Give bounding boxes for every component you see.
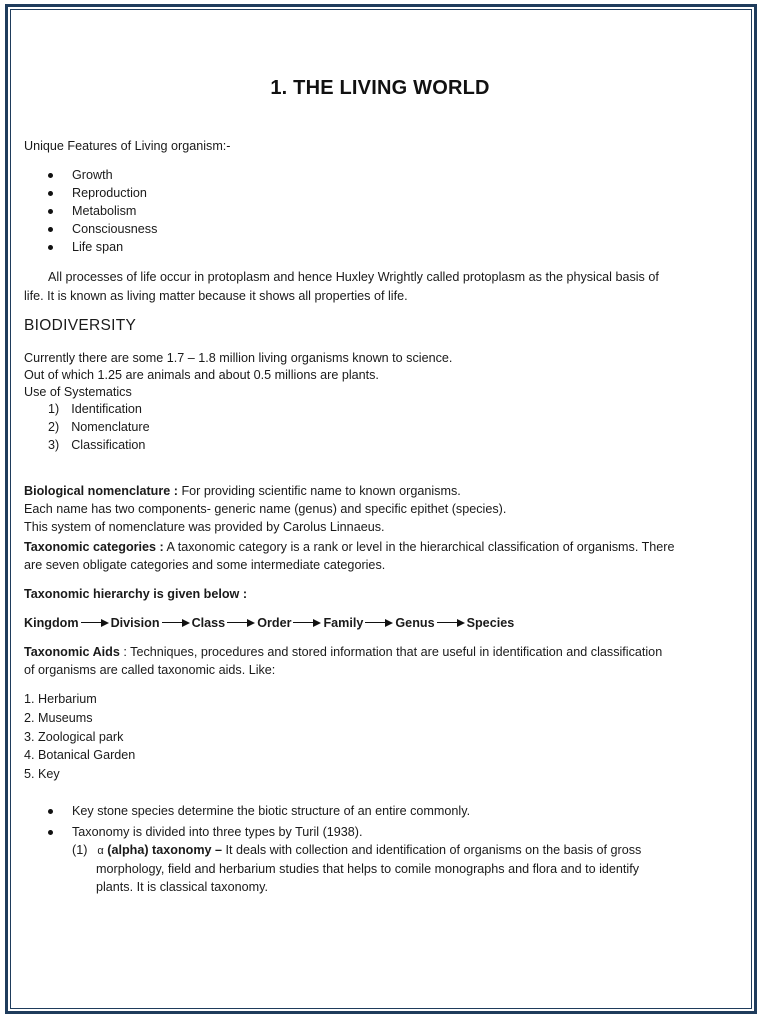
alpha-term: (alpha) taxonomy –	[107, 843, 223, 857]
bullet-icon	[48, 173, 53, 178]
unique-features-heading: Unique Features of Living organism:-	[24, 139, 231, 153]
biodiversity-line: Out of which 1.25 are animals and about 0.5 millions are plants.	[24, 368, 379, 382]
hierarchy-flow	[24, 613, 514, 632]
nomenclature-line: Biological nomenclature : For providing scientific name to known organisms.	[24, 484, 461, 498]
list-item: Taxonomy is divided into three types by Turil (1938).	[72, 823, 363, 841]
alpha-symbol: α	[97, 845, 104, 857]
categories-line: are seven obligate categories and some intermediate categories.	[24, 558, 386, 572]
arrow-right-icon	[365, 618, 393, 628]
aids-item: 2. Museums	[24, 711, 93, 725]
aids-item: 3. Zoological park	[24, 730, 124, 744]
alpha-taxonomy-line: (1) α (alpha) taxonomy – It deals with collection and identification of organisms on the basis of gross	[72, 843, 642, 857]
aids-item: 1. Herbarium	[24, 692, 97, 706]
protoplasm-paragraph-line2: life. It is known as living matter because it shows all properties of life.	[24, 289, 408, 303]
bullet-icon	[48, 809, 53, 814]
systematics-item: 3) Classification	[48, 438, 146, 452]
hierarchy-heading: Taxonomic hierarchy is given below :	[24, 587, 248, 601]
biodiversity-line: Currently there are some 1.7 – 1.8 million living organisms known to science.	[24, 351, 453, 365]
arrow-right-icon	[81, 618, 109, 628]
aids-item: 5. Key	[24, 767, 60, 781]
hierarchy-level: Class	[191, 615, 226, 630]
aids-line: Taxonomic Aids : Techniques, procedures and stored information that are useful in identification and classification	[24, 645, 663, 659]
list-item: Key stone species determine the biotic structure of an entire commonly.	[72, 802, 470, 820]
systematics-item: 1) Identification	[48, 402, 142, 416]
list-item: Consciousness	[72, 220, 157, 238]
systematics-item: 2) Nomenclature	[48, 420, 150, 434]
hierarchy-level: Kingdom	[24, 615, 79, 630]
hierarchy-level: Genus	[395, 615, 435, 630]
categories-line: Taxonomic categories : A taxonomic category is a rank or level in the hierarchical classification of organisms. There	[24, 540, 675, 554]
alpha-taxonomy-line: plants. It is classical taxonomy.	[96, 880, 268, 894]
alpha-taxonomy-line: morphology, field and herbarium studies that helps to comile monographs and flora and to identify	[96, 862, 640, 876]
list-item: Metabolism	[72, 202, 136, 220]
page-title: 1. THE LIVING WORLD	[270, 77, 490, 99]
bullet-icon	[48, 830, 53, 835]
list-item: Reproduction	[72, 184, 147, 202]
aids-term: Taxonomic Aids	[24, 645, 120, 659]
nomenclature-line: This system of nomenclature was provided by Carolus Linnaeus.	[24, 520, 385, 534]
aids-item: 4. Botanical Garden	[24, 748, 136, 762]
bullet-icon	[48, 245, 53, 250]
sub-item-number: (1)	[72, 843, 88, 857]
hierarchy-level: Species	[466, 615, 515, 630]
arrow-right-icon	[227, 618, 255, 628]
arrow-right-icon	[162, 618, 190, 628]
bullet-icon	[48, 227, 53, 232]
list-item: Life span	[72, 238, 123, 256]
protoplasm-paragraph-line1: All processes of life occur in protoplasm and hence Huxley Wrightly called protoplasm as the physical basis of	[48, 270, 659, 284]
nomenclature-line: Each name has two components- generic name (genus) and specific epithet (species).	[24, 502, 507, 516]
arrow-right-icon	[293, 618, 321, 628]
hierarchy-level: Order	[257, 615, 292, 630]
arrow-right-icon	[437, 618, 465, 628]
nomenclature-term: Biological nomenclature :	[24, 484, 178, 498]
hierarchy-level: Division	[110, 615, 160, 630]
list-item: Growth	[72, 166, 113, 184]
hierarchy-level: Family	[323, 615, 364, 630]
aids-line: of organisms are called taxonomic aids. Like:	[24, 663, 276, 677]
bullet-icon	[48, 209, 53, 214]
systematics-heading: Use of Systematics	[24, 385, 132, 399]
bullet-icon	[48, 191, 53, 196]
biodiversity-heading: BIODIVERSITY	[24, 317, 137, 334]
categories-term: Taxonomic categories :	[24, 540, 164, 554]
